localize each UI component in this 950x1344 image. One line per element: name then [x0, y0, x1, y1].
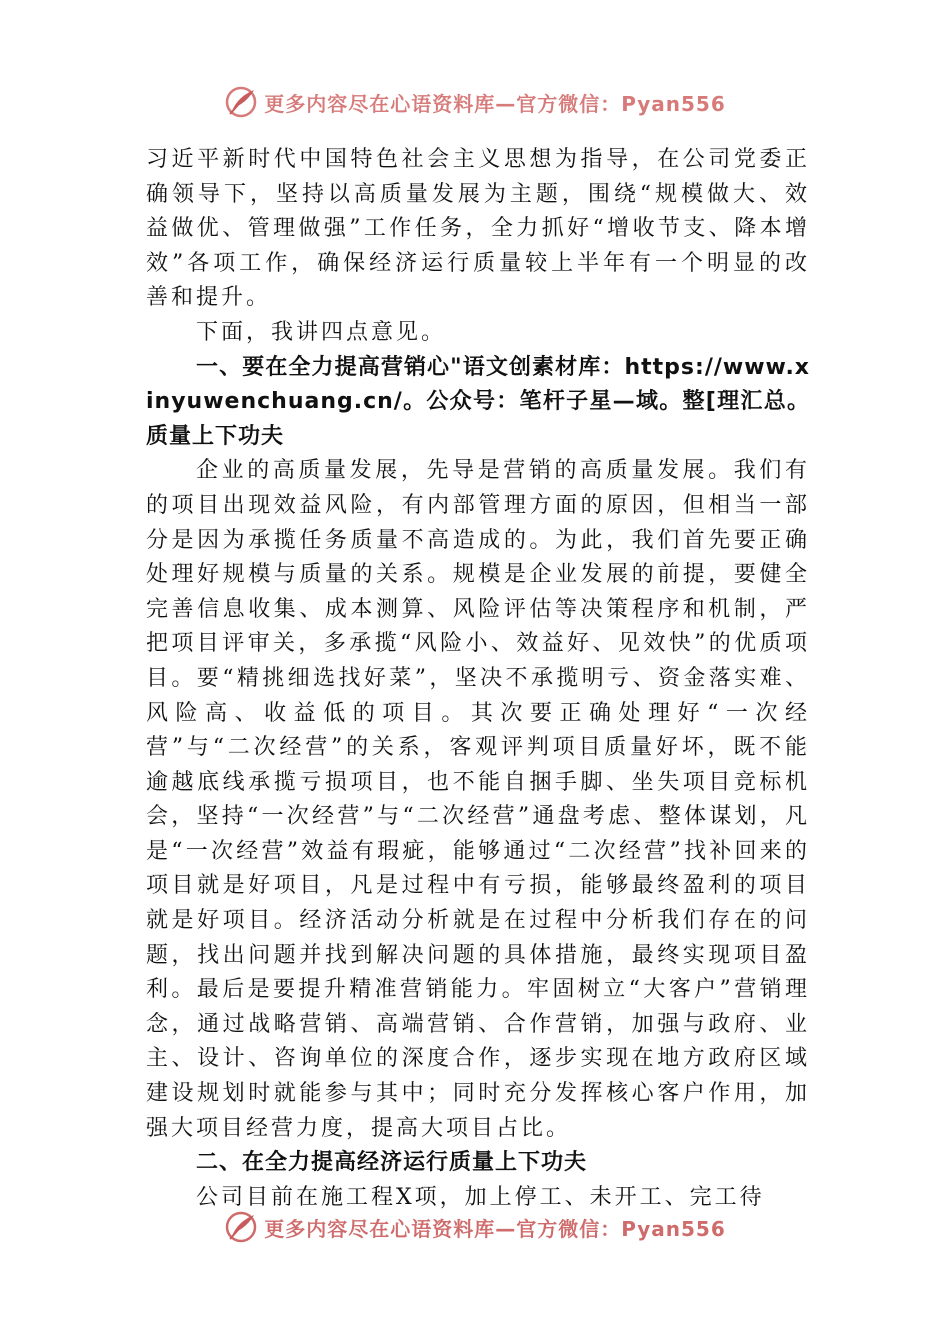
paragraph-projects: 公司目前在施工程X项，加上停工、未开工、完工待: [196, 1184, 765, 1210]
footer-watermark-text: 更多内容尽在心语资料库—官方微信：Pyan556: [264, 1216, 726, 1241]
paragraph-transition: 下面，我讲四点意见。: [196, 319, 447, 345]
feather-pen-logo-icon: [224, 1210, 258, 1244]
footer-watermark: [0, 1207, 950, 1247]
paragraph-intro: 习近平新时代中国特色社会主义思想为指导，在公司党委正确领导下，坚持以高质量发展为主题，围绕“规模做大、效益做优、管理做强”工作任务，全力抓好“增收节支、降本增效”各项工作，确保经济运行质量较上半年有一个明显的改善和提升。: [146, 147, 810, 311]
header-watermark-text: 更多内容尽在心语资料库—官方微信：Pyan556: [264, 91, 726, 116]
document-body: [146, 143, 810, 1215]
paragraph-marketing: 企业的高质量发展，先导是营销的高质量发展。我们有的项目出现效益风险，有内部管理方面的原因，但相当一部分是因为承揽任务质量不高造成的。为此，我们首先要正确处理好规模与质量的关系。规模是企业发展的前提，要健全完善信息收集、成本测算、风险评估等决策程序和机制，严把项目评审关，多承揽“风险小、效益好、见效快”的优质项目。要“精挑细选找好菜”，坚决不承揽明亏、资金落实难、风险高、收益低的项目。其次要正确处理好“一次经营”与“二次经营”的关系，客观评判项目质量好坏，既不能逾越底线承揽亏损项目，也不能自捆手脚、坐失项目竞标机会，坚持“一次经营”与“二次经营”通盘考虑、整体谋划，凡是“一次经营”效益有瑕疵，能够通过“二次经营”找补回来的项目就是好项目，凡是过程中有亏损，能够最终盈利的项目就是好项目。经济活动分析就是在过程中分析我们存在的问题，找出问题并找到解决问题的具体措施，最终实现项目盈利。最后是要提升精准营销能力。牢固树立“大客户”营销理念，通过战略营销、高端营销、合作营销，加强与政府、业主、设计、咨询单位的深度合作，逐步实现在地方政府区域建设规划时就能参与其中；同时充分发挥核心客户作用，加强大项目经营力度，提高大项目占比。: [146, 458, 810, 1141]
section-heading-1: 一、要在全力提高营销心"语文创素材库：https://www.xinyuwenchuang.cn/。公众号：笔杆子星—域。整[理汇总。质量上下功夫: [146, 354, 810, 449]
section-heading-2: 二、在全力提高经济运行质量上下功夫: [196, 1150, 588, 1176]
